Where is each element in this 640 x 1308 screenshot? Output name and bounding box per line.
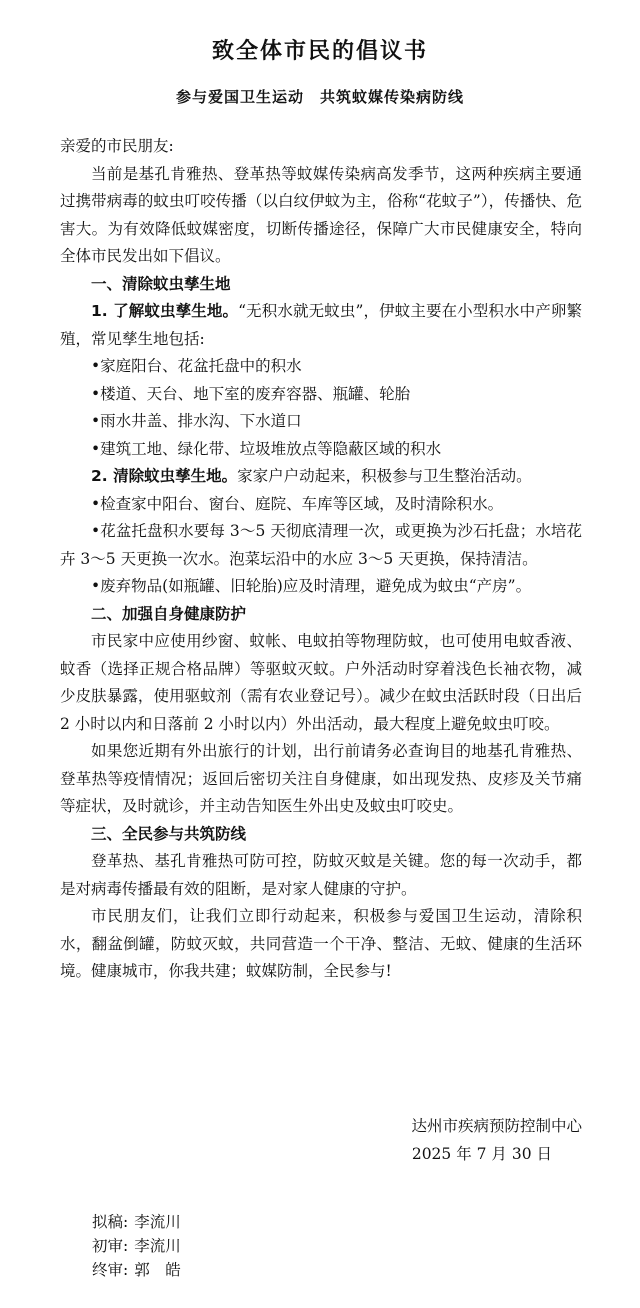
review-draft <box>92 1210 181 1234</box>
list-item: •花盆托盘积水要每 3～5 天彻底清理一次，或更换为沙石托盘；水培花卉 3～5 天更换一次水。泡菜坛沿中的水应 3～5 天更换，保持清洁。 <box>60 522 582 568</box>
section3-paragraph: 登革热、基孔肯雅热可防可控，防蚊灭蚊是关键。您的每一次动手，都是对病毒传播最有效的阻断，是对家人健康的守护。 <box>60 852 582 898</box>
review-final-label: 终审: <box>92 1261 129 1279</box>
review-first <box>92 1234 181 1258</box>
section1-item2-text: 家家户户动起来，积极参与卫生整治活动。 <box>237 467 532 485</box>
section1-item2-lead: 2. 清除蚊虫孳生地。 <box>91 467 238 485</box>
section3-heading: 三、全民参与共筑防线 <box>91 824 247 843</box>
list-item: •废弃物品(如瓶罐、旧轮胎)应及时清理，避免成为蚊虫“产房”。 <box>91 577 532 595</box>
review-final <box>92 1258 181 1282</box>
section2-paragraph: 如果您近期有外出旅行的计划，出行前请务必查询目的地基孔肯雅热、登革热等疫情情况；返回后密切关注自身健康，如出现发热、皮疹及关节痛等症状，及时就诊，并主动告知医生外出史及蚊虫叮咬史。 <box>60 742 582 815</box>
greeting: 亲爱的市民朋友: <box>60 137 174 155</box>
review-draft-name: 李流川 <box>134 1213 181 1231</box>
signature-org: 达州市疾病预防控制中心 <box>411 1117 582 1135</box>
review-block <box>92 1210 181 1282</box>
section1-item1-lead: 1. 了解蚊虫孳生地。 <box>91 302 239 320</box>
list-item: •检查家中阳台、窗台、庭院、车库等区域，及时清除积水。 <box>91 494 504 513</box>
section1-item1 <box>60 298 582 353</box>
review-final-name: 郭 皓 <box>134 1261 181 1279</box>
list-item: •楼道、天台、地下室的废弃容器、瓶罐、轮胎 <box>91 384 411 403</box>
signature-date: 2025 年 7 月 30 日 <box>411 1145 552 1163</box>
review-draft-label: 拟稿: <box>92 1213 129 1231</box>
section3-paragraph: 市民朋友们，让我们立即行动起来，积极参与爱国卫生运动，清除积水，翻盆倒罐，防蚊灭蚊，共同营造一个干净、整洁、无蚊、健康的生活环境。健康城市，你我共建；蚊媒防制，全民参与! <box>60 907 582 980</box>
document-subtitle: 参与爱国卫生运动 共筑蚊媒传染病防线 <box>175 88 464 106</box>
list-item: •雨水井盖、排水沟、下水道口 <box>91 412 302 430</box>
section2-heading: 二、加强自身健康防护 <box>91 604 247 623</box>
section1-item1-text: “无积水就无蚊虫”，伊蚊主要在小型积水中产卵繁殖，常见孳生地包括: <box>60 302 582 348</box>
section2-paragraph: 市民家中应使用纱窗、蚊帐、电蚊拍等物理防蚊，也可使用电蚊香液、蚊香（选择正规合格品牌）等驱蚊灭蚊。户外活动时穿着浅色长袖衣物，减少皮肤暴露，使用驱蚊剂（需有农业登记号）。减少在蚊虫活跃时段（日出后 2 小时以内和日落前 2 小时以内）外出活动，最大程度上避免蚊虫叮咬。 <box>60 632 582 733</box>
document-body <box>60 133 582 986</box>
signature-block <box>411 1112 582 1168</box>
document-title: 致全体市民的倡议书 <box>211 38 428 64</box>
section1-item2 <box>60 463 582 491</box>
intro-paragraph: 当前是基孔肯雅热、登革热等蚊媒传染病高发季节，这两种疾病主要通过携带病毒的蚊虫叮咬传播（以白纹伊蚊为主，俗称“花蚊子”），传播快、危害大。为有效降低蚊媒密度，切断传播途径，保障广大市民健康安全，特向全体市民发出如下倡议。 <box>60 164 582 265</box>
list-item: •家庭阳台、花盆托盘中的积水 <box>91 357 302 375</box>
review-first-label: 初审: <box>92 1237 129 1255</box>
list-item: •建筑工地、绿化带、垃圾堆放点等隐蔽区域的积水 <box>91 439 442 458</box>
section1-heading: 一、清除蚊虫孳生地 <box>91 274 231 293</box>
review-first-name: 李流川 <box>134 1237 181 1255</box>
